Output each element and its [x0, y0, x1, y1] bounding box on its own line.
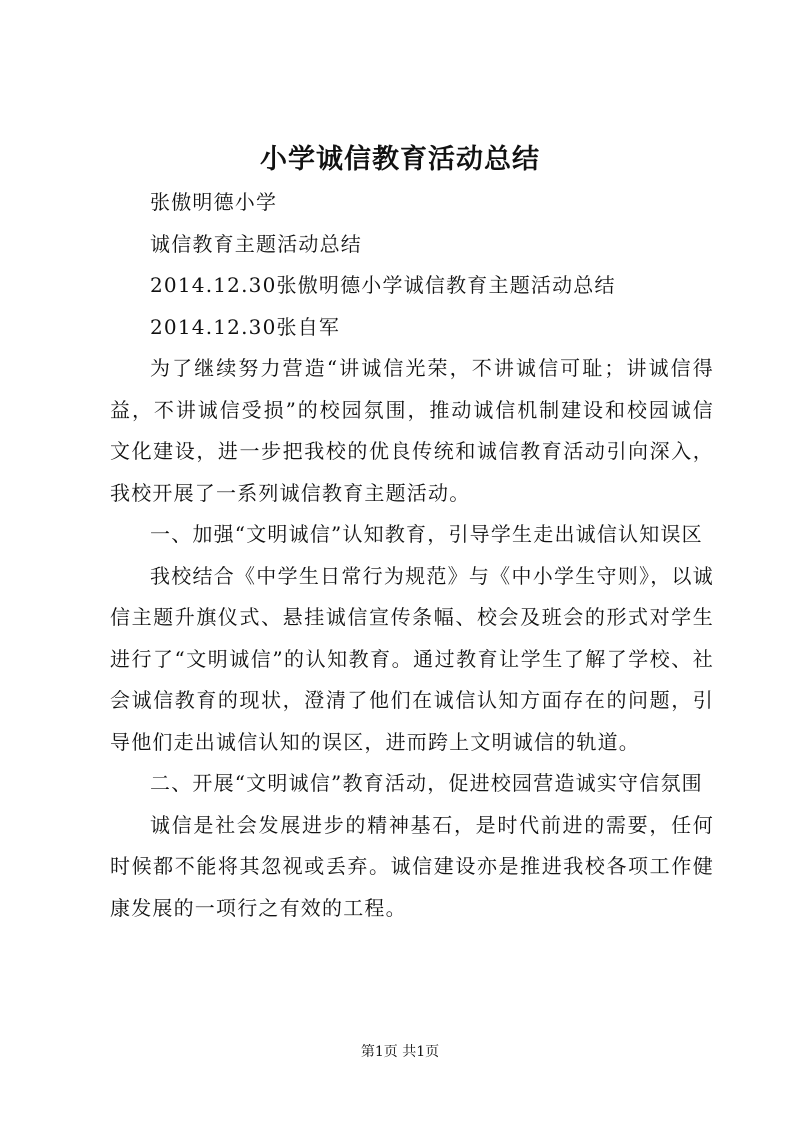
section-paragraph-1: 我校结合《中学生日常行为规范》与《中小学生守则》，以诚信主题升旗仪式、悬挂诚信宣传条幅、校会及班会的形式对学生进行了“文明诚信”的认知教育。通过教育让学生了解了学校、社会诚信教育的现状，澄清了他们在诚信认知方面存在的问题，引导他们走出诚信认知的误区，进而跨上文明诚信的轨道。 [110, 563, 714, 754]
subtitle: 诚信教育主题活动总结 [150, 231, 362, 256]
section-heading-2: 二、开展“文明诚信”教育活动，促进校园营造诚实守信氛围 [150, 771, 703, 795]
school-name: 张傲明德小学 [150, 190, 278, 214]
intro-paragraph: 为了继续努力营造“讲诚信光荣，不讲诚信可耻；讲诚信得益，不讲诚信受损”的校园氛围，推动诚信机制建设和校园诚信文化建设，进一步把我校的优良传统和诚信教育活动引向深入，我校开展了一系列诚信教育主题活动。 [110, 356, 714, 505]
section-heading-1: 一、加强“文明诚信”认知教育，引导学生走出诚信认知误区 [150, 522, 703, 546]
page-footer: 第1页 共1页 [360, 1044, 440, 1060]
date-author-line: 2014.12.30张自军 [150, 314, 341, 339]
date-title-line: 2014.12.30张傲明德小学诚信教育主题活动总结 [150, 273, 616, 297]
document-title: 小学诚信教育活动总结 [260, 144, 540, 175]
document-body [110, 182, 714, 929]
section-paragraph-2: 诚信是社会发展进步的精神基石，是时代前进的需要，任何时候都不能将其忽视或丢弃。诚信建设亦是推进我校各项工作健康发展的一项行之有效的工程。 [110, 812, 714, 920]
